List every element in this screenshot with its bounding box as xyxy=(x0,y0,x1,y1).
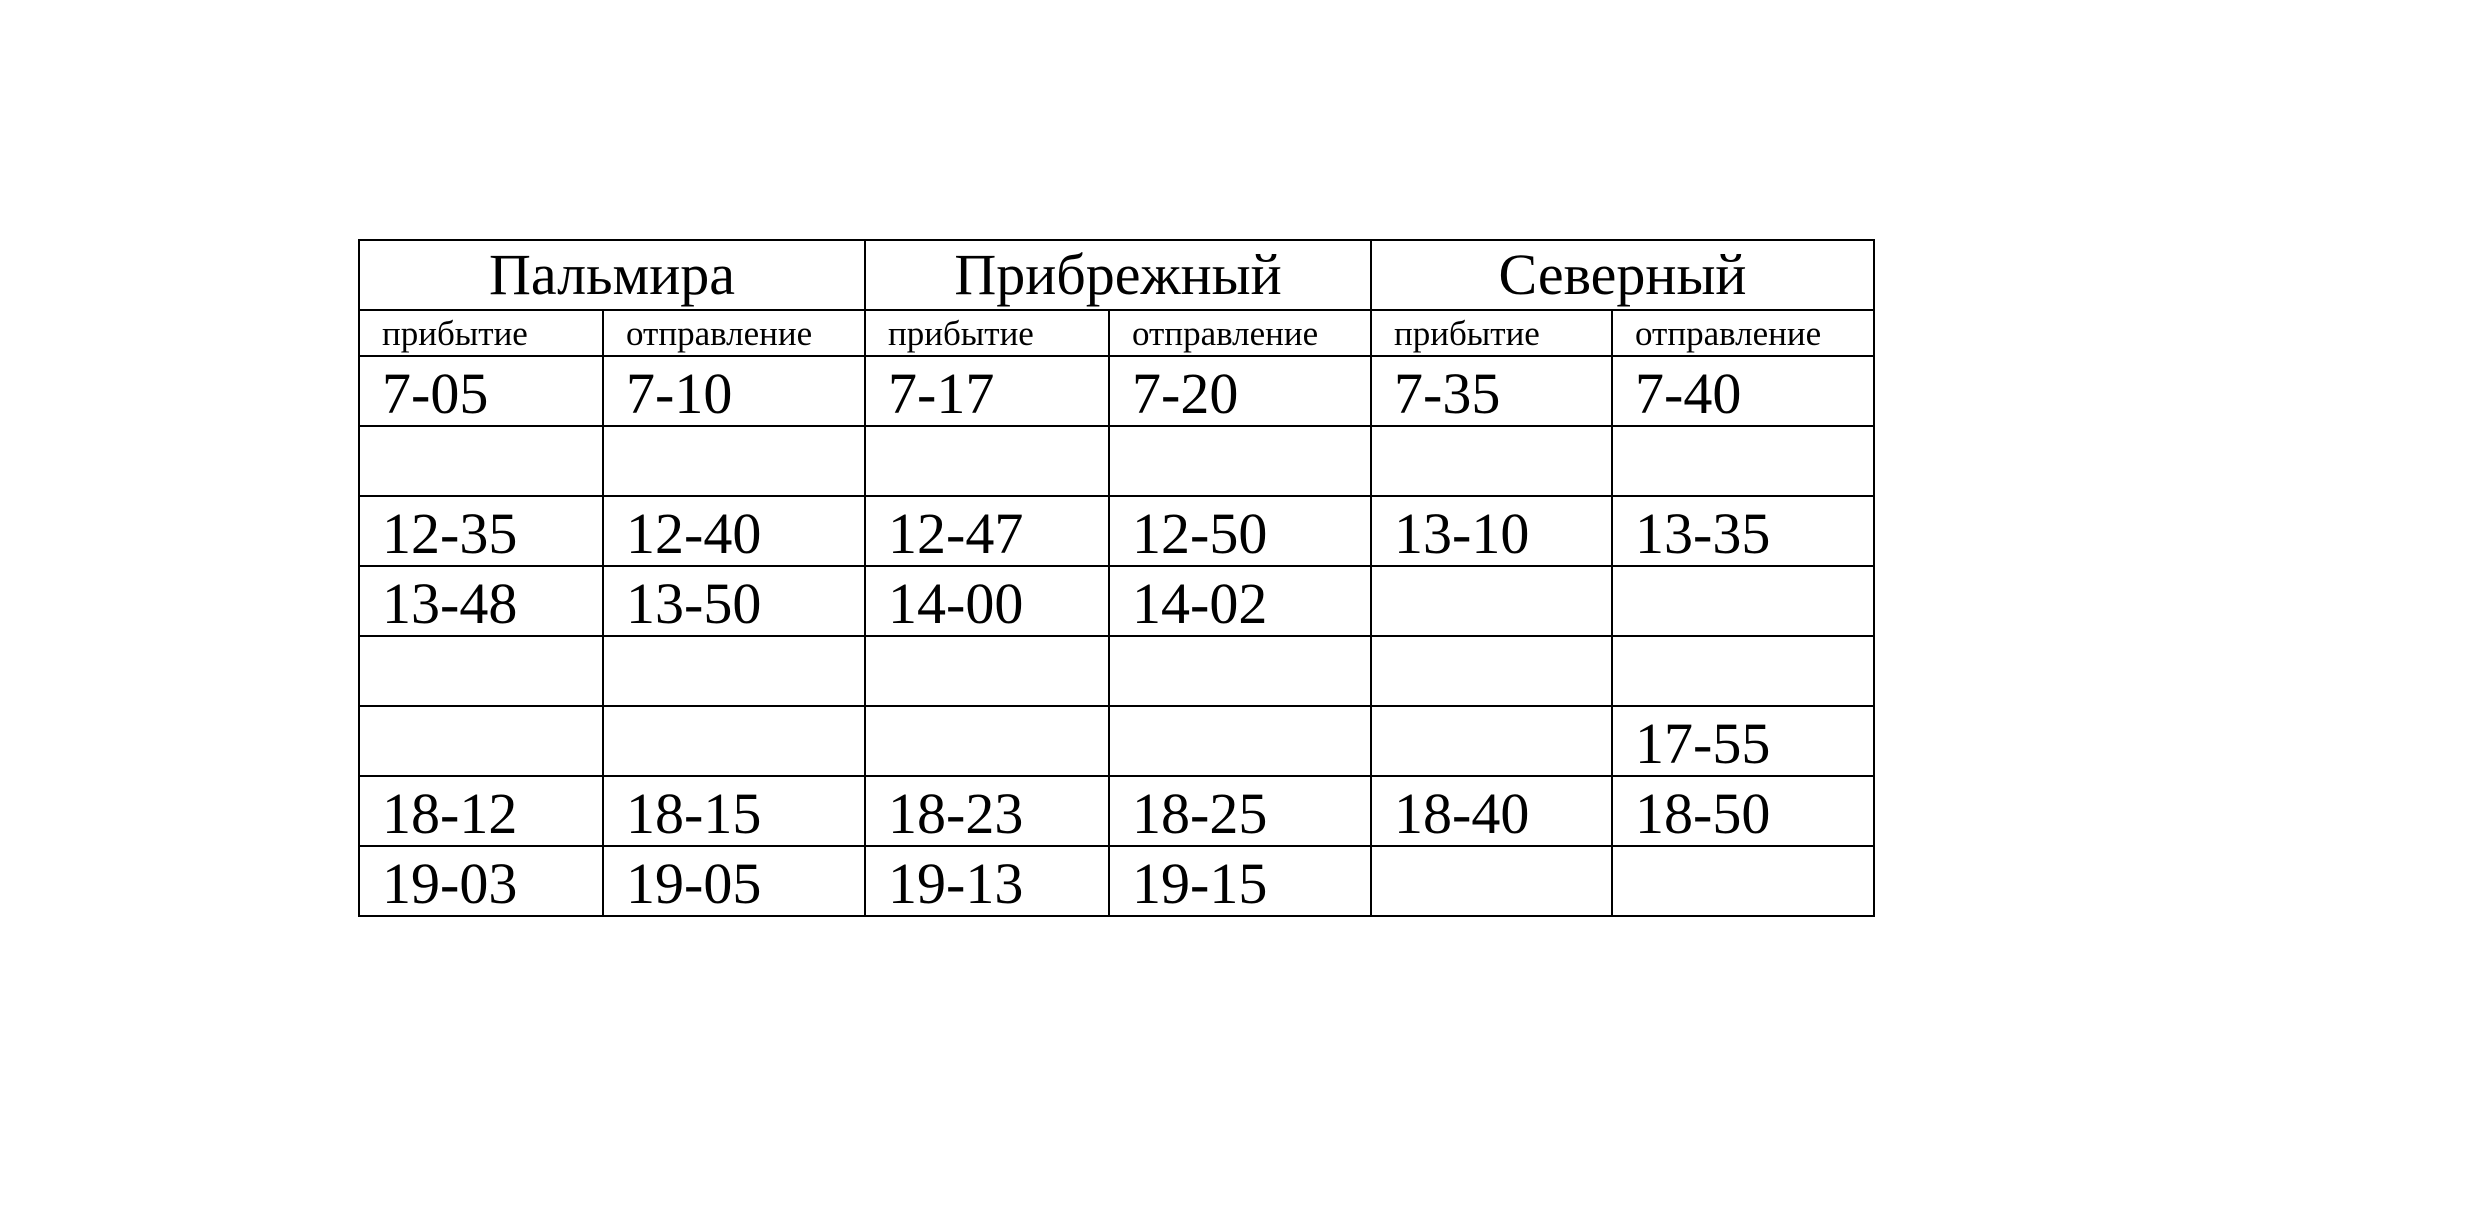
time-cell xyxy=(865,636,1109,706)
subheader-arrival: прибытие xyxy=(1371,310,1612,356)
time-cell: 12-35 xyxy=(359,496,603,566)
time-cell xyxy=(1371,846,1612,916)
time-cell xyxy=(359,426,603,496)
time-cell: 18-12 xyxy=(359,776,603,846)
time-cell: 18-50 xyxy=(1612,776,1874,846)
timetable xyxy=(358,239,1875,917)
time-cell: 18-23 xyxy=(865,776,1109,846)
table-row xyxy=(359,846,1874,916)
table-row xyxy=(359,496,1874,566)
time-cell xyxy=(1371,706,1612,776)
time-cell xyxy=(1612,426,1874,496)
time-cell: 7-40 xyxy=(1612,356,1874,426)
time-cell: 12-50 xyxy=(1109,496,1371,566)
station-header-row xyxy=(359,240,1874,310)
time-cell: 14-00 xyxy=(865,566,1109,636)
time-cell xyxy=(1612,846,1874,916)
time-cell xyxy=(603,636,865,706)
subheader-departure: отправление xyxy=(1109,310,1371,356)
time-cell xyxy=(1109,706,1371,776)
table-row xyxy=(359,356,1874,426)
time-cell xyxy=(1371,566,1612,636)
table-row xyxy=(359,426,1874,496)
time-cell: 7-17 xyxy=(865,356,1109,426)
time-cell xyxy=(1612,566,1874,636)
table-row xyxy=(359,636,1874,706)
time-cell xyxy=(1371,636,1612,706)
time-cell: 13-35 xyxy=(1612,496,1874,566)
table-row xyxy=(359,776,1874,846)
time-cell: 7-35 xyxy=(1371,356,1612,426)
time-cell xyxy=(1109,636,1371,706)
time-cell xyxy=(603,706,865,776)
station-header-pribrezhny: Прибрежный xyxy=(865,240,1371,310)
time-cell: 19-05 xyxy=(603,846,865,916)
subheader-arrival: прибытие xyxy=(865,310,1109,356)
station-header-severny: Северный xyxy=(1371,240,1874,310)
time-cell: 12-47 xyxy=(865,496,1109,566)
time-cell: 19-15 xyxy=(1109,846,1371,916)
time-cell: 13-10 xyxy=(1371,496,1612,566)
time-cell: 18-25 xyxy=(1109,776,1371,846)
subheader-departure: отправление xyxy=(603,310,865,356)
time-cell xyxy=(603,426,865,496)
time-cell: 18-15 xyxy=(603,776,865,846)
time-cell: 14-02 xyxy=(1109,566,1371,636)
time-cell: 19-13 xyxy=(865,846,1109,916)
time-cell: 13-48 xyxy=(359,566,603,636)
time-cell: 18-40 xyxy=(1371,776,1612,846)
time-cell: 13-50 xyxy=(603,566,865,636)
time-cell xyxy=(359,636,603,706)
subheader-row xyxy=(359,310,1874,356)
time-cell: 7-20 xyxy=(1109,356,1371,426)
subheader-departure: отправление xyxy=(1612,310,1874,356)
time-cell xyxy=(359,706,603,776)
time-cell: 19-03 xyxy=(359,846,603,916)
time-cell xyxy=(1612,636,1874,706)
subheader-arrival: прибытие xyxy=(359,310,603,356)
time-cell xyxy=(1371,426,1612,496)
time-cell: 17-55 xyxy=(1612,706,1874,776)
time-cell: 12-40 xyxy=(603,496,865,566)
time-cell xyxy=(865,426,1109,496)
time-cell: 7-10 xyxy=(603,356,865,426)
station-header-palmyra: Пальмира xyxy=(359,240,865,310)
time-cell xyxy=(1109,426,1371,496)
time-cell xyxy=(865,706,1109,776)
time-cell: 7-05 xyxy=(359,356,603,426)
table-row xyxy=(359,566,1874,636)
table-row xyxy=(359,706,1874,776)
